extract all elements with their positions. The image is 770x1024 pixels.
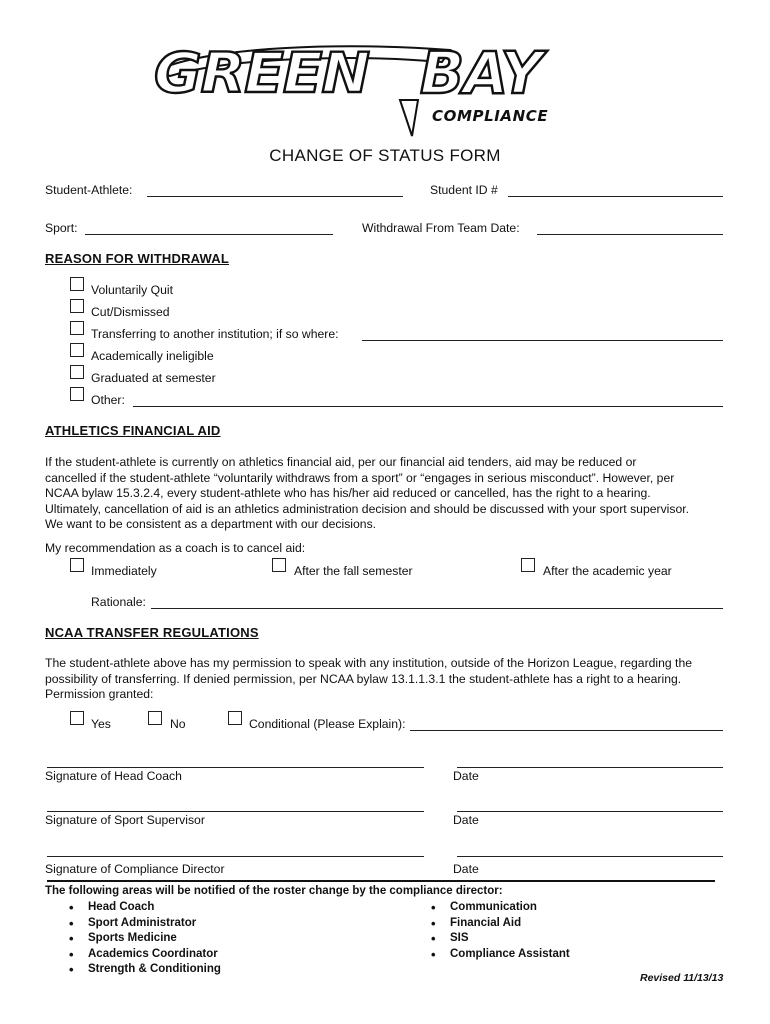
notify-item: • Sport Administrator	[66, 916, 221, 932]
graduated-label: Graduated at semester	[91, 371, 216, 385]
notify-item: • SIS	[428, 931, 570, 947]
sport-supervisor-date-label: Date	[453, 813, 479, 827]
transfer-line: possibility of transferring. If denied permission, per NCAA bylaw 13.1.1.3.1 the student-athlete has a right to a hearing.	[45, 671, 682, 686]
student-id-label: Student ID #	[430, 183, 498, 197]
rationale-label: Rationale:	[91, 595, 146, 609]
transfer-heading: NCAA TRANSFER REGULATIONS	[45, 625, 259, 640]
compliance-director-signature-line[interactable]	[47, 856, 424, 857]
graduated-checkbox[interactable]	[70, 365, 84, 379]
transfer-line: The student-athlete above has my permission to speak with any institution, outside of the Horizon League, regarding the	[45, 656, 692, 670]
other-label: Other:	[91, 393, 125, 407]
student-id-field[interactable]	[508, 196, 723, 197]
rationale-field[interactable]	[151, 608, 723, 609]
section-divider	[47, 880, 715, 882]
head-coach-signature-line[interactable]	[47, 767, 424, 768]
financial-aid-line: NCAA bylaw 15.3.2.4, every student-athlete who has his/her aid reduced or cancelled, has the right to a hearing.	[45, 486, 651, 500]
student-athlete-label: Student-Athlete:	[45, 183, 133, 197]
logo-subtitle: COMPLIANCE	[432, 107, 549, 125]
other-field[interactable]	[133, 406, 723, 407]
academically-ineligible-checkbox[interactable]	[70, 343, 84, 357]
transferring-where-field[interactable]	[362, 340, 723, 341]
immediately-label: Immediately	[91, 564, 157, 578]
permission-no-label: No	[170, 717, 186, 731]
permission-yes-label: Yes	[91, 717, 111, 731]
conditional-explain-field[interactable]	[410, 730, 723, 731]
notify-item: • Academics Coordinator	[66, 947, 221, 963]
financial-aid-heading: ATHLETICS FINANCIAL AID	[45, 423, 221, 438]
voluntarily-quit-label: Voluntarily Quit	[91, 283, 173, 297]
other-checkbox[interactable]	[70, 387, 84, 401]
notify-item: • Head Coach	[66, 900, 221, 916]
recommendation-label: My recommendation as a coach is to cancel aid:	[45, 541, 306, 555]
compliance-director-signature-label: Signature of Compliance Director	[45, 862, 225, 876]
notify-item: • Strength & Conditioning	[66, 962, 221, 978]
financial-aid-line: We want to be consistent as a department with our decisions.	[45, 517, 377, 531]
permission-yes-checkbox[interactable]	[70, 711, 84, 725]
transferring-label: Transferring to another institution; if so where:	[91, 327, 339, 341]
sport-supervisor-signature-label: Signature of Sport Supervisor	[45, 813, 205, 827]
financial-aid-line: If the student-athlete is currently on athletics financial aid, per our financial aid tenders, aid may be reduced or	[45, 455, 637, 469]
permission-no-checkbox[interactable]	[148, 711, 162, 725]
notify-item: • Sports Medicine	[66, 931, 221, 947]
logo-word-bay: BAY	[420, 39, 542, 107]
head-coach-date-label: Date	[453, 769, 479, 783]
transfer-line: Permission granted:	[45, 687, 154, 701]
sport-supervisor-date-line[interactable]	[457, 811, 723, 812]
sport-supervisor-signature-line[interactable]	[47, 811, 424, 812]
after-academic-year-label: After the academic year	[543, 564, 672, 578]
withdrawal-date-label: Withdrawal From Team Date:	[362, 221, 520, 235]
revised-date: Revised 11/13/13	[640, 972, 724, 984]
permission-conditional-checkbox[interactable]	[228, 711, 242, 725]
transferring-checkbox[interactable]	[70, 321, 84, 335]
notify-item: • Compliance Assistant	[428, 947, 570, 963]
after-academic-year-checkbox[interactable]	[521, 558, 535, 572]
student-athlete-field[interactable]	[147, 196, 403, 197]
financial-aid-line: Ultimately, cancellation of aid is an athletics administration decision and should be discussed with your sport supervisor.	[45, 501, 690, 516]
cut-dismissed-label: Cut/Dismissed	[91, 305, 170, 319]
compliance-director-date-label: Date	[453, 862, 479, 876]
form-title: CHANGE OF STATUS FORM	[269, 146, 501, 165]
after-fall-semester-label: After the fall semester	[294, 564, 413, 578]
sport-label: Sport:	[45, 221, 78, 235]
after-fall-semester-checkbox[interactable]	[272, 558, 286, 572]
sport-field[interactable]	[85, 234, 333, 235]
withdrawal-date-field[interactable]	[537, 234, 723, 235]
notify-list-right	[428, 900, 570, 962]
head-coach-date-line[interactable]	[457, 767, 723, 768]
permission-conditional-label: Conditional (Please Explain):	[249, 717, 406, 731]
immediately-checkbox[interactable]	[70, 558, 84, 572]
financial-aid-paragraph	[45, 455, 729, 533]
financial-aid-line: cancelled if the student-athlete “voluntarily withdraws from a sport” or “engages in serious misconduct”. However, per	[45, 470, 675, 485]
notify-list-left	[66, 900, 221, 978]
compliance-director-date-line[interactable]	[457, 856, 723, 857]
transfer-paragraph	[45, 656, 729, 703]
notify-item: • Communication	[428, 900, 570, 916]
reason-heading: REASON FOR WITHDRAWAL	[45, 251, 230, 266]
cut-dismissed-checkbox[interactable]	[70, 299, 84, 313]
academically-ineligible-label: Academically ineligible	[91, 349, 214, 363]
logo-word-green: GREEN	[154, 40, 370, 106]
notify-item: • Financial Aid	[428, 916, 570, 932]
notify-intro: The following areas will be notified of the roster change by the compliance director:	[45, 885, 503, 897]
voluntarily-quit-checkbox[interactable]	[70, 277, 84, 291]
head-coach-signature-label: Signature of Head Coach	[45, 769, 182, 783]
